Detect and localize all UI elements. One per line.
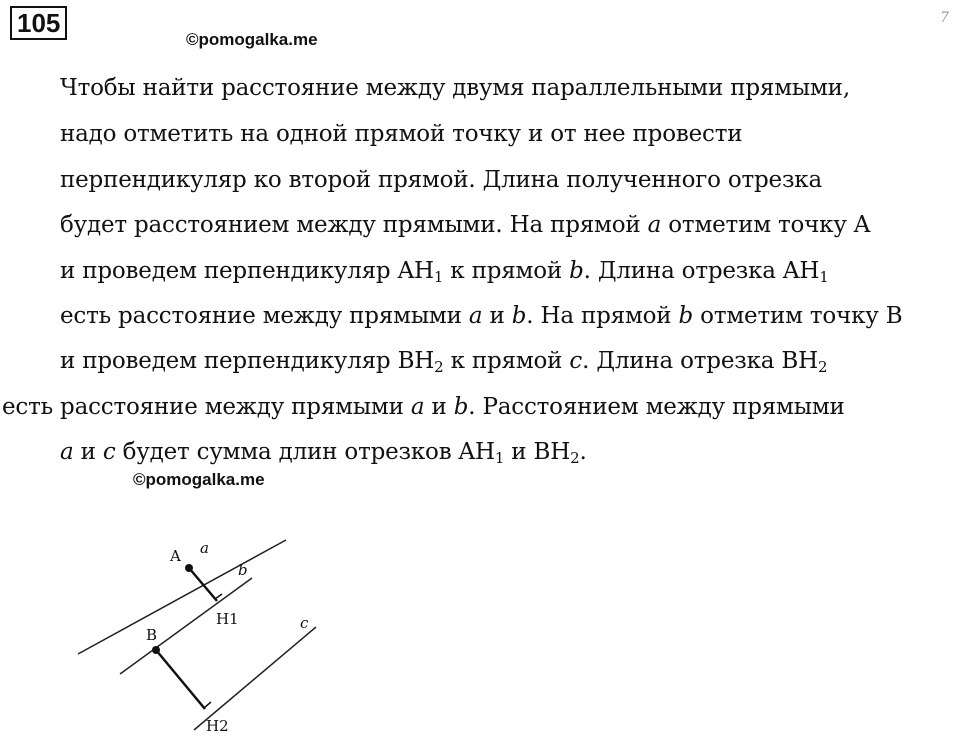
label-a: a bbox=[200, 539, 209, 557]
text-line-3: перпендикуляр ко второй прямой. Длина полученного отрезка bbox=[60, 167, 822, 193]
task-number-badge: 105 bbox=[10, 6, 67, 40]
label-B: B bbox=[146, 626, 158, 644]
text-line-1: Чтобы найти расстояние между двумя параллельными прямыми, bbox=[60, 75, 850, 101]
segment-BH2 bbox=[156, 650, 205, 709]
text-line-7: и проведем перпендикуляр $BH_2$ к прямой c. Длина отрезка $BH_2$ bbox=[60, 348, 828, 376]
text-line-5: и проведем перпендикуляр $AH_1$ к прямой b. Длина отрезка $AH_1$ bbox=[60, 258, 829, 286]
parallel-lines-figure bbox=[60, 530, 360, 736]
text-line-2: надо отметить на одной прямой точку и от нее провести bbox=[60, 121, 743, 147]
point-B bbox=[152, 646, 160, 654]
text-line-8: есть расстояние между прямыми a и b. Расстоянием между прямыми bbox=[2, 394, 845, 420]
label-c: c bbox=[300, 614, 309, 632]
page-mark: 7 bbox=[940, 10, 949, 26]
text-line-4: будет расстоянием между прямыми. На прямой a отметим точку A bbox=[60, 212, 871, 238]
line-c bbox=[194, 627, 316, 730]
text-line-9: a и c будет сумма длин отрезков $AH_1$ и $BH_2$. bbox=[60, 439, 587, 467]
label-b: b bbox=[238, 561, 248, 579]
text-line-6: есть расстояние между прямыми a и b. На прямой b отметим точку B bbox=[60, 303, 903, 329]
point-A bbox=[185, 564, 193, 572]
line-a bbox=[78, 540, 286, 654]
label-H2: H2 bbox=[206, 717, 229, 735]
watermark-bottom: ©pomogalka.me bbox=[133, 470, 265, 489]
label-H1: H1 bbox=[216, 610, 239, 628]
watermark-top: ©pomogalka.me bbox=[186, 30, 318, 49]
label-A: A bbox=[170, 547, 181, 565]
